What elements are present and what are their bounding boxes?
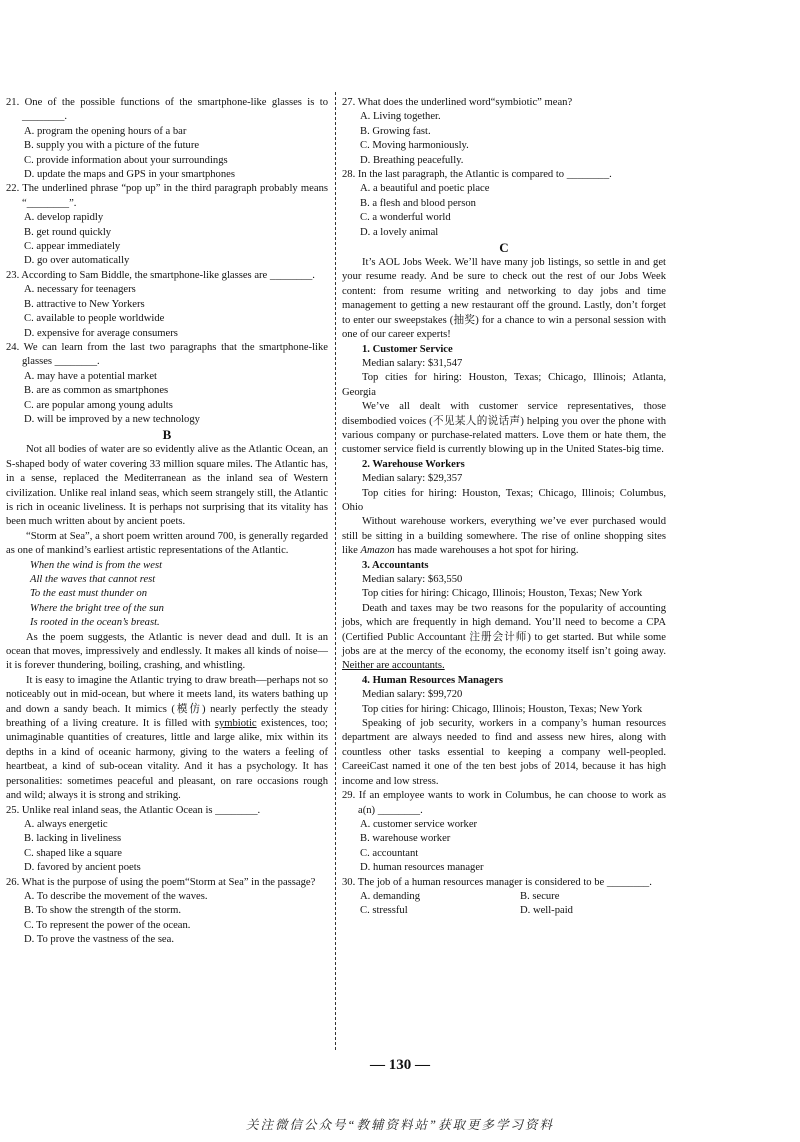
option-a: A. program the opening hours of a bar [24, 125, 187, 137]
poem-line: When the wind is from the west [30, 559, 163, 571]
poem [6, 559, 328, 631]
job-description [342, 515, 666, 558]
question-22 [6, 182, 328, 268]
question-29 [342, 789, 666, 875]
option-b: B. warehouse worker [360, 833, 451, 845]
option-c: C. appear immediately [24, 241, 121, 253]
question-stem: 27. What does the underlined word“symbiotic” mean? [342, 97, 573, 108]
job-salary: Median salary: $31,547 [362, 357, 463, 369]
option-c: C. stressful [360, 905, 408, 917]
underlined-sentence: Neither are accountants. [342, 660, 445, 672]
option-d: D. To prove the vastness of the sea. [24, 934, 174, 946]
poem-line: To the east must thunder on [30, 588, 148, 600]
job-cities: Top cities for hiring: Houston, Texas; Chicago, Illinois; Columbus, Ohio [342, 487, 666, 513]
poem-line: All the waves that cannot rest [30, 574, 156, 585]
option-b: B. get round quickly [24, 226, 112, 238]
option-a: A. always energetic [24, 818, 108, 830]
passage-c-intro: It’s AOL Jobs Week. We’ll have many job listings, so settle in and get your resume ready. And be sure to check out the rest of our Jobs Week content: from resume writing and networking to day jobs and time management to getting a new restaurant off the ground. Lastly, don’t forget to enter our sweepstakes (抽奖) for a chance to win a personal session with one of our career experts! [342, 257, 666, 341]
job-cities: Top cities for hiring: Houston, Texas; Chicago, Illinois; Atlanta, Georgia [342, 372, 666, 398]
option-c: C. shaped like a square [24, 847, 122, 859]
section-heading-c: C [499, 240, 509, 256]
text-segment: Without warehouse workers, everything we’ve ever purchased would still be sitting in a building somewhere. The rise of online shopping sites like [342, 516, 666, 557]
job-salary: Median salary: $63,550 [362, 574, 463, 585]
option-d: D. will be improved by a new technology [24, 413, 200, 425]
underlined-word: symbiotic [214, 718, 257, 730]
option-b: B. a flesh and blood person [360, 197, 476, 209]
job-title: 1. Customer Service [362, 343, 453, 355]
question-26 [6, 876, 328, 948]
option-a: A. demanding [360, 890, 421, 902]
question-23 [6, 269, 328, 341]
option-c: C. Moving harmoniously. [360, 140, 469, 152]
text-segment: It is easy to imagine the Atlantic trying to draw breath—perhaps not so noticeably out in mid-ocean, but where it meets land, its waters bathing up and down a sandy beach. It mimics (模仿) nearly perfectly the steady breathing of a living creature. It is filled with [6, 674, 328, 730]
option-a: A. may have a potential market [24, 370, 157, 382]
question-stem: 28. In the last paragraph, the Atlantic is compared to ________. [342, 169, 612, 181]
option-d: D. favored by ancient poets [24, 862, 141, 874]
text-segment: existences, too; unimaginable quantities of creatures, little and large alike, mix within its depths in a kind of oceanic harmony, giving to the waters a feeling of heartbeat, a kind of sub-ocean vitality. And it has a psychology. It has personalities: sometimes peaceful and pleasant, on rare occasions rough and wild; always it is strong and striking. [6, 718, 328, 802]
option-c: C. To represent the power of the ocean. [24, 919, 191, 931]
job-cities: Top cities for hiring: Chicago, Illinois; Houston, Texas; New York [362, 588, 643, 600]
question-stem: 21. One of the possible functions of the smartphone-like glasses is to ________. [6, 97, 328, 123]
left-column [6, 96, 328, 948]
text-segment: Death and taxes may be two reasons for the popularity of accounting jobs, which are frequently in high demand. You’ll need to become a CPA (Certified Public Accountant 注册会计师) to get started. But while some jobs are at the mercy of the economy, the economy itself isn’t going away. [342, 602, 666, 658]
passage-b-paragraph-2: “Storm at Sea”, a short poem written around 700, is generally regarded as one of mankind’s earliest artistic representations of the Atlantic. [6, 530, 328, 557]
question-stem: 29. If an employee wants to work in Columbus, he can choose to work as a(n) ________. [342, 790, 666, 816]
option-d: D. update the maps and GPS in your smartphones [24, 169, 235, 181]
option-d: D. human resources manager [360, 862, 484, 874]
option-d: D. well-paid [520, 905, 573, 917]
option-a: A. To describe the movement of the waves. [24, 890, 208, 902]
poem-line: Is rooted in the ocean’s breast. [30, 617, 160, 629]
question-stem: 26. What is the purpose of using the poem“Storm at Sea” in the passage? [6, 876, 316, 888]
question-21 [6, 96, 328, 182]
section-heading-b: B [162, 427, 172, 443]
job-title: 4. Human Resources Managers [362, 674, 504, 686]
page-number: — 130 — [370, 1057, 430, 1073]
question-stem: 22. The underlined phrase “pop up” in the third paragraph probably means “________”. [6, 183, 328, 209]
job-salary: Median salary: $29,357 [362, 473, 463, 485]
question-27 [342, 96, 666, 168]
job-title: 2. Warehouse Workers [362, 458, 465, 470]
option-c: C. provide information about your surroundings [24, 154, 228, 166]
option-a: A. develop rapidly [24, 212, 104, 224]
option-c: C. accountant [360, 847, 419, 859]
option-d: D. go over automatically [24, 255, 130, 267]
question-28 [342, 168, 666, 240]
option-b: B. attractive to New Yorkers [24, 298, 145, 310]
poem-line: Where the bright tree of the sun [30, 602, 164, 614]
italic-word: Amazon [360, 545, 395, 557]
question-25 [6, 804, 328, 876]
column-divider [335, 92, 336, 1050]
option-a: A. customer service worker [360, 818, 478, 830]
option-b: B. supply you with a picture of the future [24, 140, 200, 152]
question-30 [342, 876, 666, 919]
question-24 [6, 341, 328, 427]
option-d: D. Breathing peacefully. [360, 154, 464, 166]
option-c: C. available to people worldwide [24, 313, 165, 325]
option-a: A. a beautiful and poetic place [360, 183, 490, 195]
job-description: Speaking of job security, workers in a company’s human resources department are always needed to find and assess new hires, along with countless other tasks essential to keeping a company well-peopled. CareeiCast named it one of the ten best jobs of 2014, because it has high income and low stress. [342, 718, 666, 787]
right-column [342, 96, 666, 919]
option-d: D. a lovely animal [360, 226, 439, 238]
job-salary: Median salary: $99,720 [362, 689, 463, 701]
question-stem: 24. We can learn from the last two paragraphs that the smartphone-like glasses ________. [6, 341, 328, 368]
job-description: We’ve all dealt with customer service representatives, those disembodied voices (不见某人的说话声) helping you over the phone with various company or purchase-related matters. Love them or hate them, the customer service field is currently blowing up in the United States-big time. [342, 401, 666, 456]
question-stem: 23. According to Sam Biddle, the smartphone-like glasses are ________. [6, 269, 315, 281]
option-a: A. necessary for teenagers [24, 284, 136, 296]
passage-b-paragraph-3: As the poem suggests, the Atlantic is never dead and dull. It is an ocean that moves, impressively and endlessly. It makes all kinds of noise—it is forever thundering, boiling, crashing, and whistling. [6, 631, 328, 672]
option-b: B. lacking in liveliness [24, 833, 122, 845]
option-d: D. expensive for average consumers [24, 327, 178, 339]
question-stem: 30. The job of a human resources manager is considered to be ________. [342, 876, 652, 888]
passage-b-paragraph-1: Not all bodies of water are so evidently alive as the Atlantic Ocean, an S-shaped body of water covering 33 million square miles. The Atlantic has, in a sense, replaced the Mediterranean as the inland sea of Western civilization. Unlike real inland seas, which seem strangely still, the Atlantic is rich in oceanic liveliness. It is perhaps not surprising that its vitality has been much written about by ancient poets. [6, 444, 328, 528]
option-b: B. secure [520, 890, 560, 902]
passage-b-paragraph-4 [6, 674, 328, 804]
text-segment: has made warehouses a hot spot for hiring. [394, 545, 579, 557]
footer-note: 关注微信公众号“教辅资料站”获取更多学习资料 [246, 1118, 554, 1132]
option-b: B. Growing fast. [360, 125, 431, 137]
job-title: 3. Accountants [362, 559, 429, 571]
option-grid [342, 890, 666, 919]
question-stem: 25. Unlike real inland seas, the Atlantic Ocean is ________. [6, 804, 261, 816]
option-c: C. a wonderful world [360, 212, 451, 224]
option-a: A. Living together. [360, 111, 441, 123]
option-b: B. To show the strength of the storm. [24, 905, 182, 917]
option-b: B. are as common as smartphones [24, 385, 169, 397]
job-description [342, 602, 666, 674]
job-cities: Top cities for hiring: Chicago, Illinois; Houston, Texas; New York [362, 703, 643, 715]
option-c: C. are popular among young adults [24, 399, 173, 411]
